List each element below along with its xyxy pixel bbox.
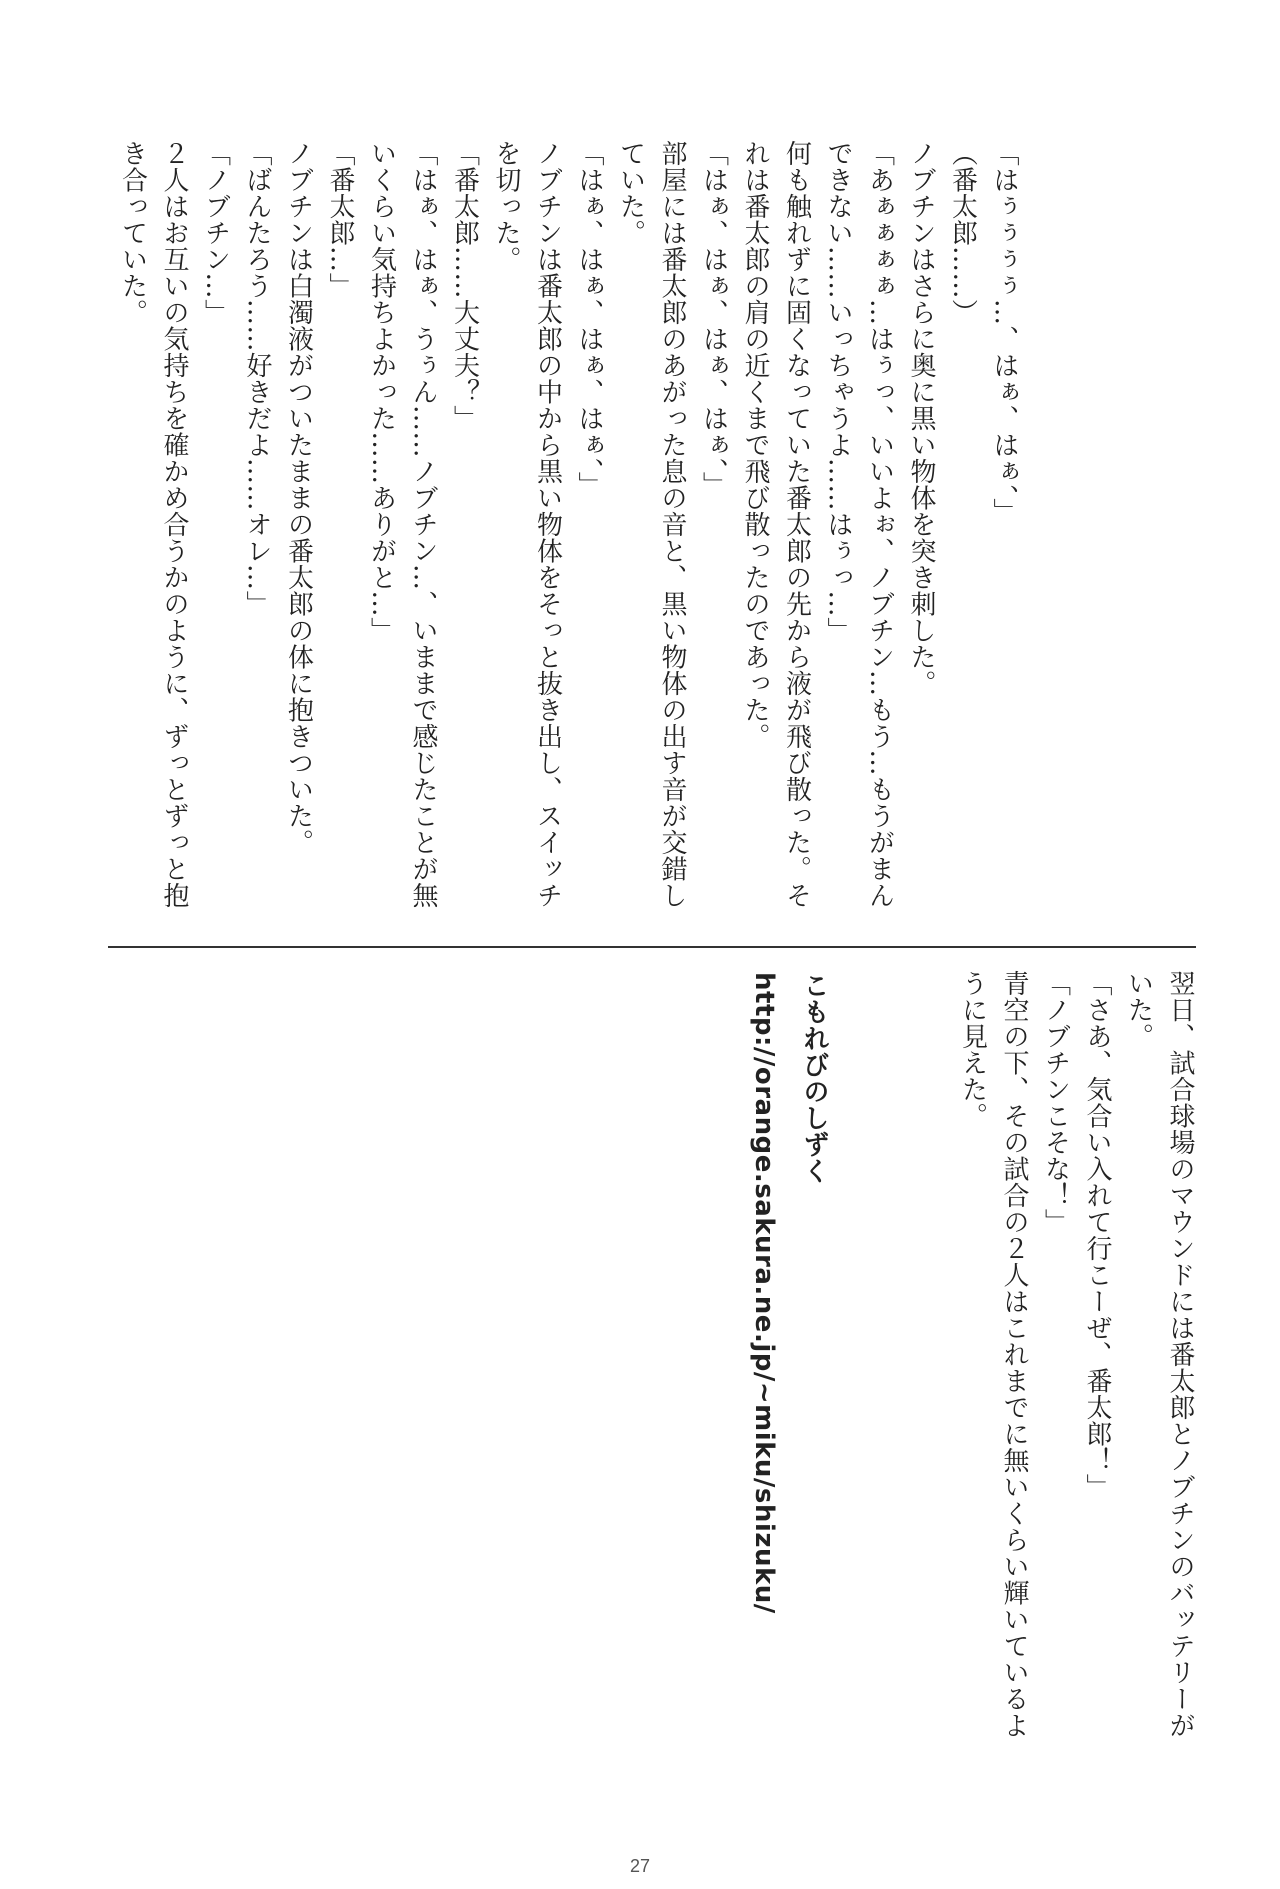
text-line: 何も触れずに固くなっていた番太郎の先から液が飛び散った。それは番太郎の肩の近くまで飛び散ったのであった。 [740,140,812,909]
lower-story-text [951,970,1200,1760]
text-line: 「はぁ、はぁ、うぅん……ノブチン…、いままで感じたことが無いくらい気持ちよかった……ありがと…」 [366,140,438,909]
circle-info [744,972,834,1614]
upper-story-text [111,140,1024,910]
text-line: 部屋には番太郎のあがった息の音と、黒い物体の出す音が交錯していた。 [615,140,687,909]
section-divider [108,946,1196,948]
text-line: 「さあ、気合い入れて行こーぜ、番太郎！」 [1082,970,1112,1500]
circle-url-link[interactable]: http://orange.sakura.ne.jp/~miku/shizuku/ [749,972,779,1614]
text-line: 「ばんたろう……好きだよ……オレ…」 [242,140,272,617]
text-line: 「番太郎……大丈夫？」 [449,140,480,432]
text-line: 「はぁ、はぁ、はぁ、はぁ、」 [698,140,729,498]
text-line: 「はぅぅぅぅ…、はぁ、はぁ、」 [989,140,1019,525]
text-line: 青空の下、その試合の２人はこれまでに無いくらい輝いているように見えた。 [957,970,1029,1739]
page-number: 27 [629,1856,651,1876]
text-line: ２人はお互いの気持ちを確かめ合うかのように、ずっとずっと抱き合っていた。 [117,140,189,909]
text-line: 「番太郎…」 [325,140,355,299]
text-line: 「あぁぁぁぁ…はぅっ、いいよぉ、ノブチン…もう…もうがまんできない……いっちゃうよ……はぅっ…」 [823,140,895,909]
text-line: 翌日、試合球場のマウンドには番太郎とノブチンのバッテリーがいた。 [1123,970,1195,1739]
text-line: （番太郎……） [947,140,978,326]
circle-name: こもれびのしずく [799,972,829,1184]
text-line: 「はぁ、はぁ、はぁ、はぁ、」 [574,140,604,498]
text-line: ノブチンは白濁液がついたままの番太郎の体に抱きついた。 [283,140,314,856]
text-line: 「ノブチンこそな！」 [1040,970,1071,1235]
text-line: 「ノブチン…」 [200,140,231,326]
text-line: ノブチンは番太郎の中から黒い物体をそっと抜き出し、スイッチを切った。 [491,140,563,909]
text-line: ノブチンはさらに奥に黒い物体を突き刺した。 [906,140,936,697]
